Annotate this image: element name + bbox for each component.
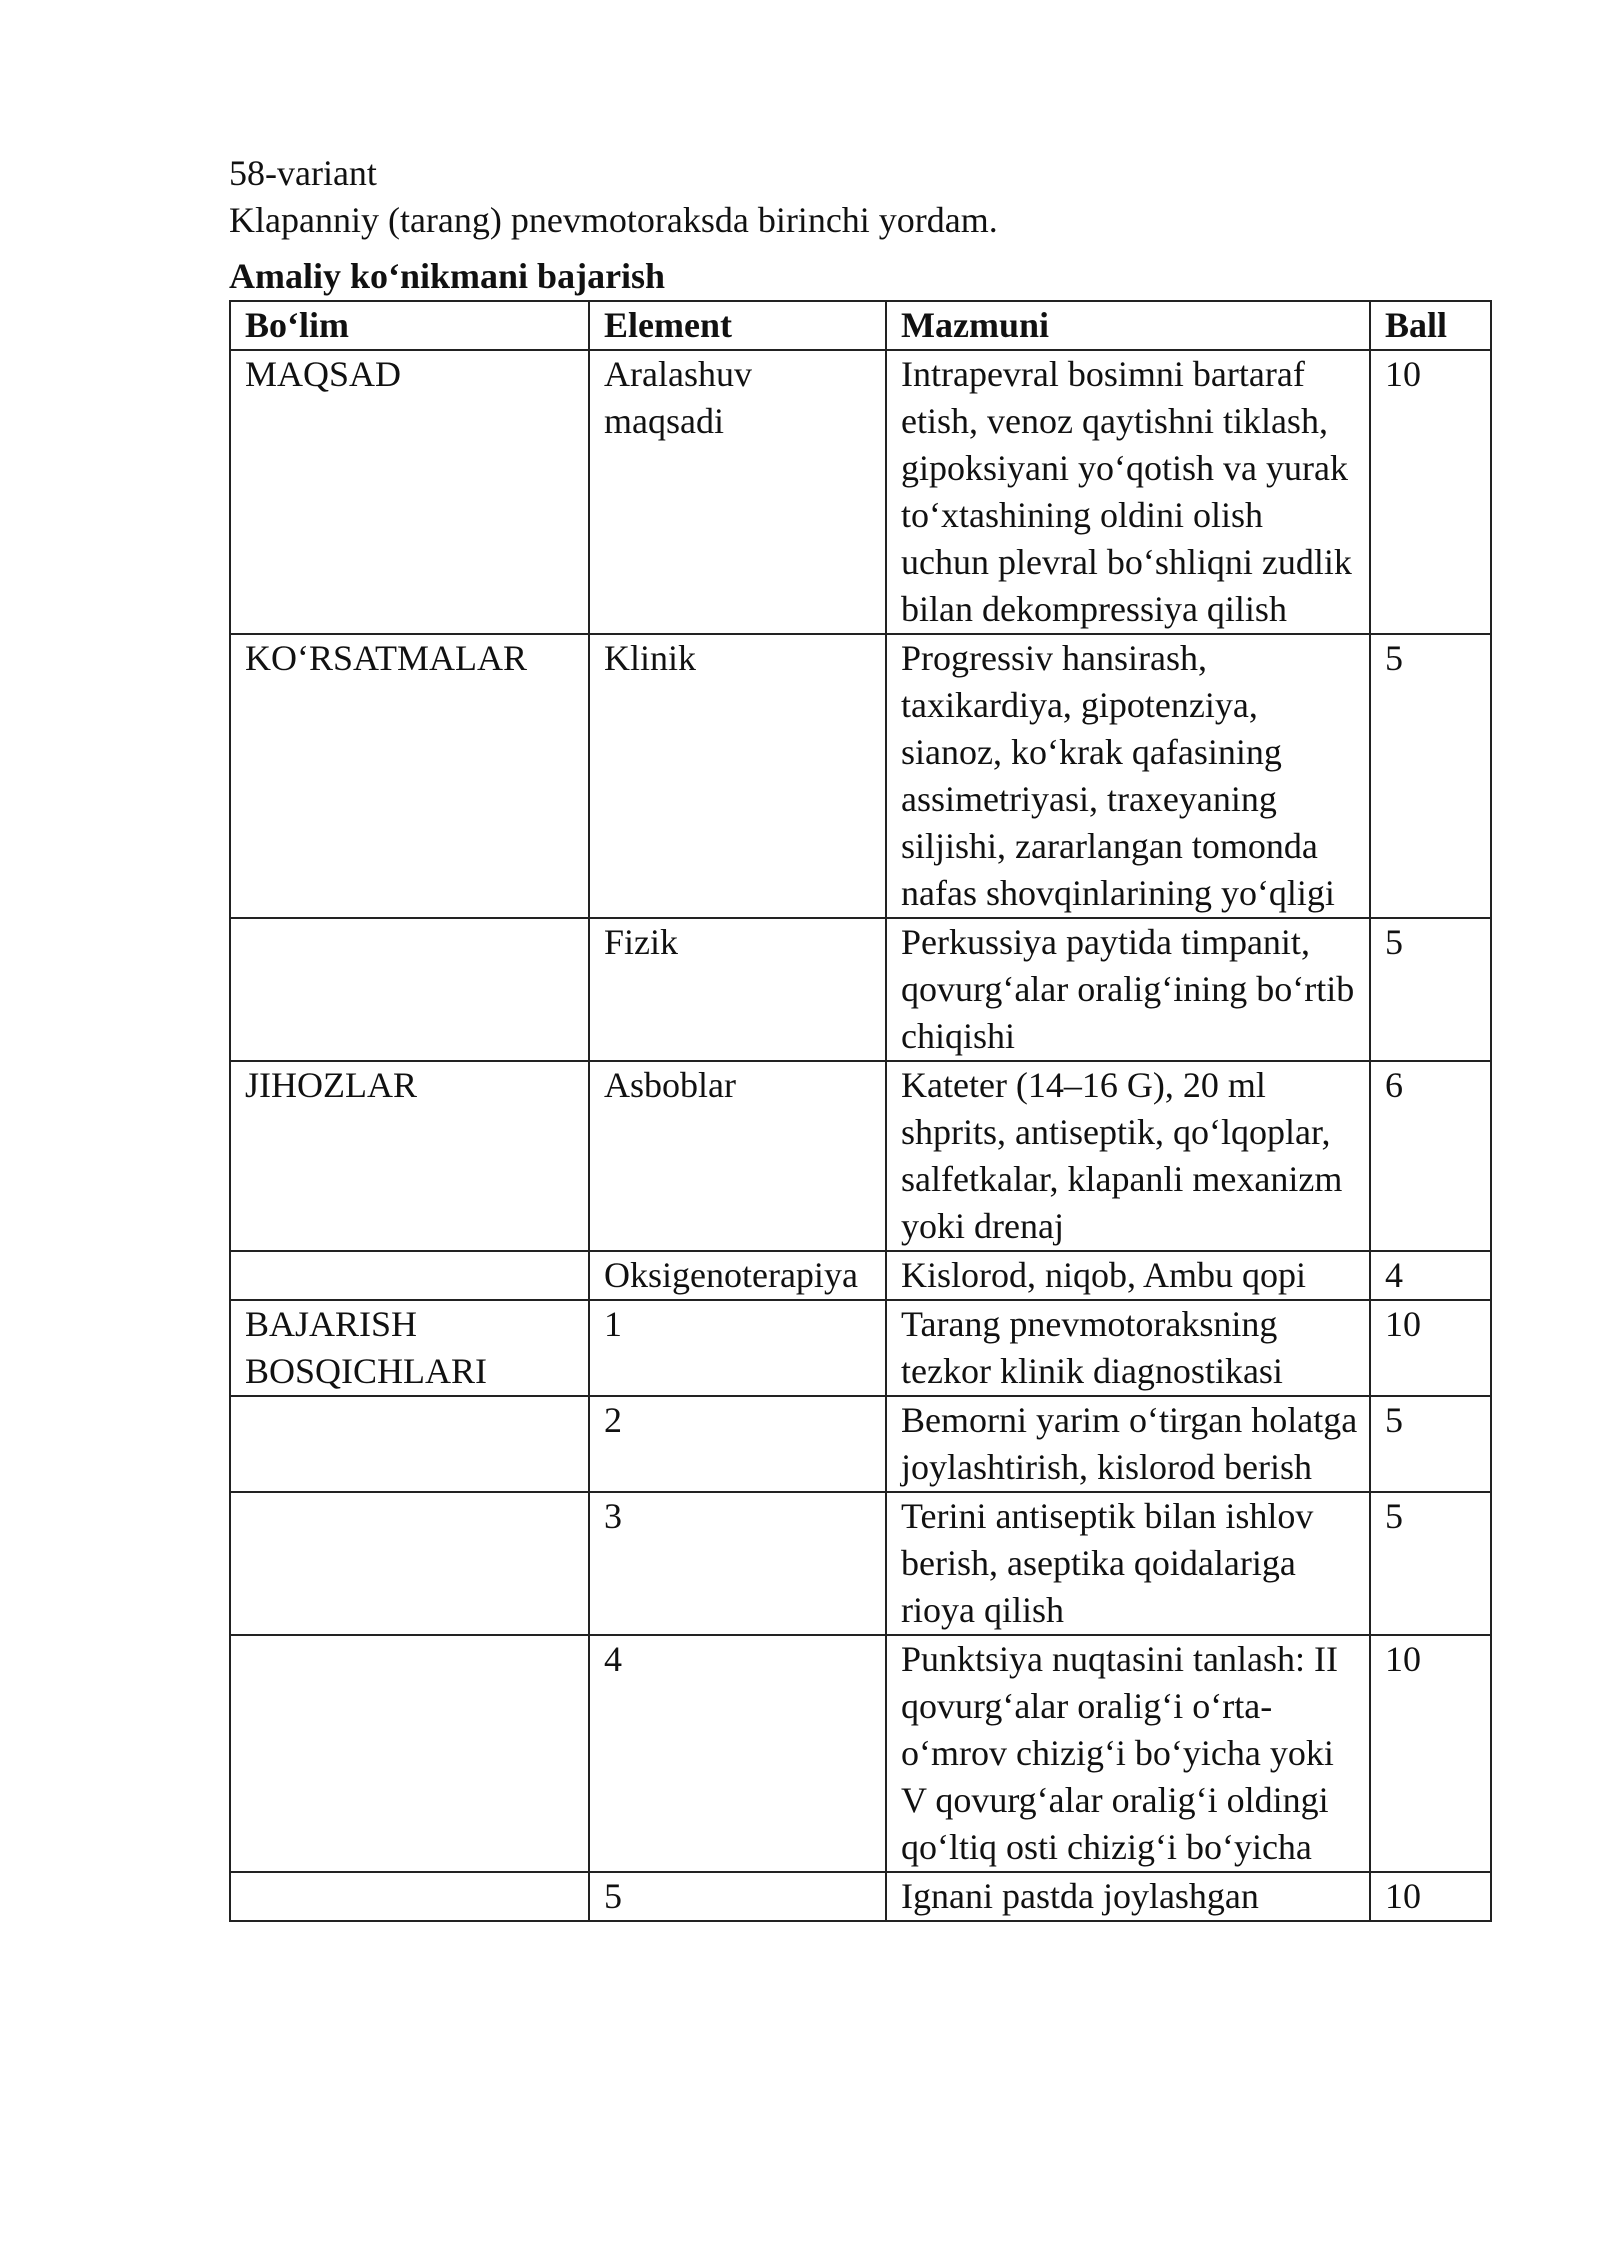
skills-table xyxy=(229,300,1492,1922)
row-content: Intrapevral bosimni bartaraf etish, venoz qaytishni tiklash, gipoksiyani yo‘qotish va yurak to‘xtashining oldini olish uchun plevral bo‘shliqni zudlik bilan dekompressiya qilish xyxy=(886,350,1370,634)
table-row xyxy=(230,1872,1491,1921)
row-ball: 10 xyxy=(1370,350,1491,634)
row-ball: 5 xyxy=(1370,634,1491,918)
row-section xyxy=(230,1396,589,1492)
row-element: 4 xyxy=(589,1635,886,1872)
row-content: Terini antiseptik bilan ishlov berish, aseptika qoidalariga rioya qilish xyxy=(886,1492,1370,1635)
row-section: JIHOZLAR xyxy=(230,1061,589,1251)
table-header-row xyxy=(230,301,1491,350)
row-ball: 10 xyxy=(1370,1635,1491,1872)
row-element: 5 xyxy=(589,1872,886,1921)
row-content: Kislorod, niqob, Ambu qopi xyxy=(886,1251,1370,1300)
row-section: KO‘RSATMALAR xyxy=(230,634,589,918)
row-section xyxy=(230,1251,589,1300)
row-section xyxy=(230,1872,589,1921)
row-section xyxy=(230,1635,589,1872)
table-row xyxy=(230,1300,1491,1396)
table-row xyxy=(230,1061,1491,1251)
table-row xyxy=(230,1492,1491,1635)
variant-label: 58-variant xyxy=(229,153,377,193)
table-row xyxy=(230,1635,1491,1872)
row-element: Fizik xyxy=(589,918,886,1061)
column-header-content: Mazmuni xyxy=(886,301,1370,350)
row-element: Aralashuv maqsadi xyxy=(589,350,886,634)
topic-title: Klapanniy (tarang) pnevmotoraksda birinchi yordam. xyxy=(229,200,998,240)
row-section: BAJARISH BOSQICHLARI xyxy=(230,1300,589,1396)
row-element: 1 xyxy=(589,1300,886,1396)
table-row xyxy=(230,918,1491,1061)
row-section: MAQSAD xyxy=(230,350,589,634)
row-content: Tarang pnevmotoraksning tezkor klinik diagnostikasi xyxy=(886,1300,1370,1396)
row-content: Punktsiya nuqtasini tanlash: II qovurg‘alar oralig‘i o‘rta-o‘mrov chizig‘i bo‘yicha yoki V qovurg‘alar oralig‘i oldingi qo‘ltiq osti chizig‘i bo‘yicha xyxy=(886,1635,1370,1872)
row-content: Kateter (14–16 G), 20 ml shprits, antiseptik, qo‘lqoplar, salfetkalar, klapanli mexanizm yoki drenaj xyxy=(886,1061,1370,1251)
row-ball: 5 xyxy=(1370,1396,1491,1492)
table-row xyxy=(230,1396,1491,1492)
row-content: Progressiv hansirash, taxikardiya, gipotenziya, sianoz, ko‘krak qafasining assimetriyasi, traxeyaning siljishi, zararlangan tomonda nafas shovqinlarining yo‘qligi xyxy=(886,634,1370,918)
row-ball: 5 xyxy=(1370,918,1491,1061)
row-ball: 10 xyxy=(1370,1872,1491,1921)
row-ball: 4 xyxy=(1370,1251,1491,1300)
row-element: 2 xyxy=(589,1396,886,1492)
column-header-section: Bo‘lim xyxy=(230,301,589,350)
row-section xyxy=(230,1492,589,1635)
document-page xyxy=(229,150,1490,1922)
column-header-ball: Ball xyxy=(1370,301,1491,350)
column-header-element: Element xyxy=(589,301,886,350)
row-element: Oksigenoterapiya xyxy=(589,1251,886,1300)
row-ball: 5 xyxy=(1370,1492,1491,1635)
row-element: 3 xyxy=(589,1492,886,1635)
row-ball: 10 xyxy=(1370,1300,1491,1396)
row-content: Bemorni yarim o‘tirgan holatga joylashtirish, kislorod berish xyxy=(886,1396,1370,1492)
row-content: Perkussiya paytida timpanit, qovurg‘alar oralig‘ining bo‘rtib chiqishi xyxy=(886,918,1370,1061)
table-row xyxy=(230,350,1491,634)
table-row xyxy=(230,634,1491,918)
row-ball: 6 xyxy=(1370,1061,1491,1251)
row-element: Asboblar xyxy=(589,1061,886,1251)
row-section xyxy=(230,918,589,1061)
table-heading: Amaliy ko‘nikmani bajarish xyxy=(229,256,666,296)
row-content: Ignani pastda joylashgan xyxy=(886,1872,1370,1921)
row-element: Klinik xyxy=(589,634,886,918)
table-row xyxy=(230,1251,1491,1300)
